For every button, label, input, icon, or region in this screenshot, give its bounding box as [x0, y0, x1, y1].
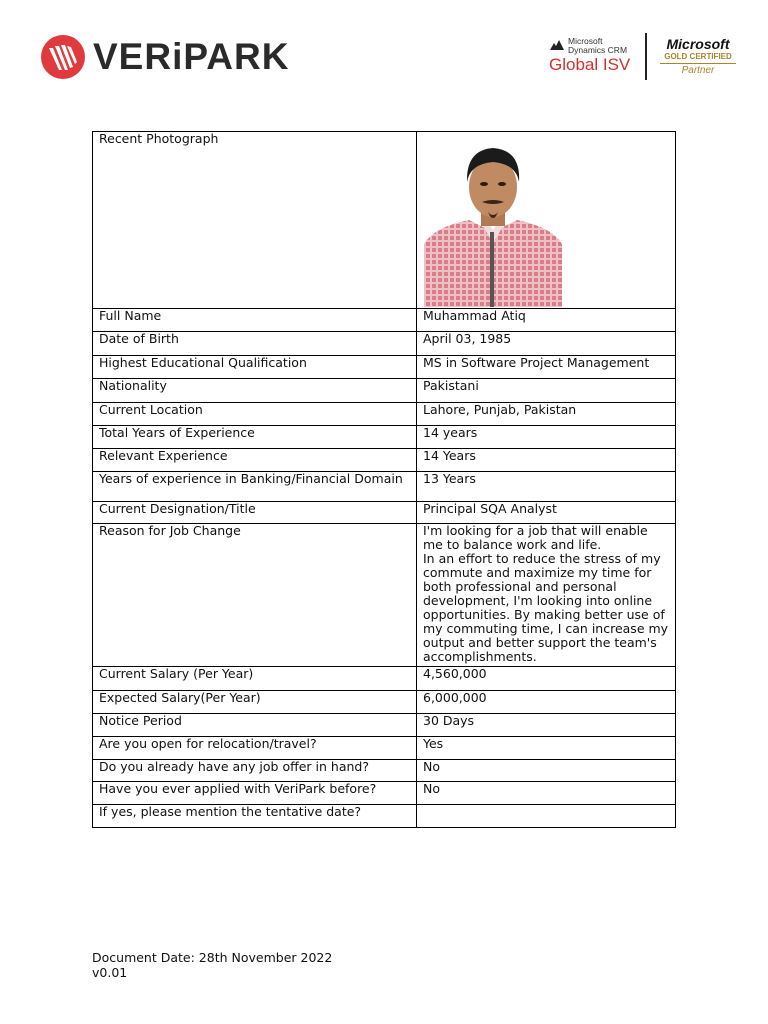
- row-label: Relevant Experience: [93, 449, 417, 472]
- row-value: [417, 805, 676, 828]
- ms-gold-partner: Partner: [681, 65, 715, 76]
- candidate-photo: [424, 132, 562, 307]
- ms-crm-global-isv: Global ISV: [549, 55, 631, 74]
- ms-dynamics-crm-badge: [549, 37, 639, 75]
- table-row: [93, 379, 676, 403]
- row-label: Date of Birth: [93, 332, 417, 356]
- row-label: Are you open for relocation/travel?: [93, 737, 417, 760]
- row-value: No: [417, 782, 676, 805]
- row-label: Full Name: [93, 309, 417, 332]
- row-label: Years of experience in Banking/Financial Domain: [93, 472, 417, 502]
- table-row: [93, 309, 676, 332]
- table-row: [93, 782, 676, 805]
- row-value: Muhammad Atiq: [417, 309, 676, 332]
- row-value: April 03, 1985: [417, 332, 676, 356]
- table-row: [93, 502, 676, 524]
- table-row: [93, 714, 676, 737]
- row-value: Pakistani: [417, 379, 676, 403]
- veripark-emblem-icon: [40, 34, 86, 80]
- row-value: Lahore, Punjab, Pakistan: [417, 403, 676, 426]
- ms-dynamics-icon: [549, 37, 565, 51]
- row-label: Do you already have any job offer in hand?: [93, 760, 417, 782]
- table-row: [93, 667, 676, 691]
- ms-crm-line2: Dynamics CRM: [568, 45, 628, 55]
- row-label: Notice Period: [93, 714, 417, 737]
- table-row: [93, 472, 676, 502]
- row-value: [417, 524, 676, 667]
- row-label: Highest Educational Qualification: [93, 356, 417, 379]
- veripark-logo: [40, 34, 289, 80]
- document-date: Document Date: 28th November 2022: [92, 950, 333, 965]
- row-label: Nationality: [93, 379, 417, 403]
- row-value: MS in Software Project Management: [417, 356, 676, 379]
- candidate-info-table: [92, 131, 676, 828]
- table-row: [93, 403, 676, 426]
- row-value: Principal SQA Analyst: [417, 502, 676, 524]
- ms-gold-cert: GOLD CERTIFIED: [660, 52, 736, 64]
- table-row: [93, 132, 676, 309]
- ms-crm-line1: Microsoft: [568, 36, 603, 46]
- row-value: Yes: [417, 737, 676, 760]
- table-row: [93, 524, 676, 667]
- table-row: [93, 760, 676, 782]
- row-label: Current Designation/Title: [93, 502, 417, 524]
- row-label: Total Years of Experience: [93, 426, 417, 449]
- ms-gold-partner-badge: [660, 36, 736, 77]
- logo-wordmark: VERiPARK: [93, 36, 290, 77]
- reason-line-1: I'm looking for a job that will enable me to balance work and life.: [423, 523, 648, 552]
- reason-line-2: In an effort to reduce the stress of my commute and maximize my time for both professional and personal development, I'm looking into online opportunities. By making better use of my commuting time, I can increase my output and better support the team's accomplishments.: [423, 551, 669, 664]
- row-label: Reason for Job Change: [93, 524, 417, 667]
- row-value: 13 Years: [417, 472, 676, 502]
- row-value: 14 years: [417, 426, 676, 449]
- row-value: No: [417, 760, 676, 782]
- ms-gold-name: Microsoft: [666, 36, 730, 52]
- row-value: 4,560,000: [417, 667, 676, 691]
- document-footer: [92, 951, 332, 980]
- row-value: 6,000,000: [417, 691, 676, 714]
- table-row: [93, 691, 676, 714]
- photo-label: Recent Photograph: [93, 132, 417, 309]
- table-row: [93, 332, 676, 356]
- document-version: v0.01: [92, 964, 128, 980]
- header-divider: [645, 33, 647, 80]
- row-label: Current Salary (Per Year): [93, 667, 417, 691]
- table-row: [93, 426, 676, 449]
- row-label: Have you ever applied with VeriPark before?: [93, 782, 417, 805]
- row-value: 30 Days: [417, 714, 676, 737]
- table-row: [93, 805, 676, 828]
- row-value: 14 Years: [417, 449, 676, 472]
- photo-cell: [417, 132, 676, 309]
- table-row: [93, 449, 676, 472]
- table-row: [93, 356, 676, 379]
- person-photo-icon: [424, 132, 562, 307]
- row-label: If yes, please mention the tentative date?: [93, 805, 417, 828]
- row-label: Current Location: [93, 403, 417, 426]
- row-label: Expected Salary(Per Year): [93, 691, 417, 714]
- table-row: [93, 737, 676, 760]
